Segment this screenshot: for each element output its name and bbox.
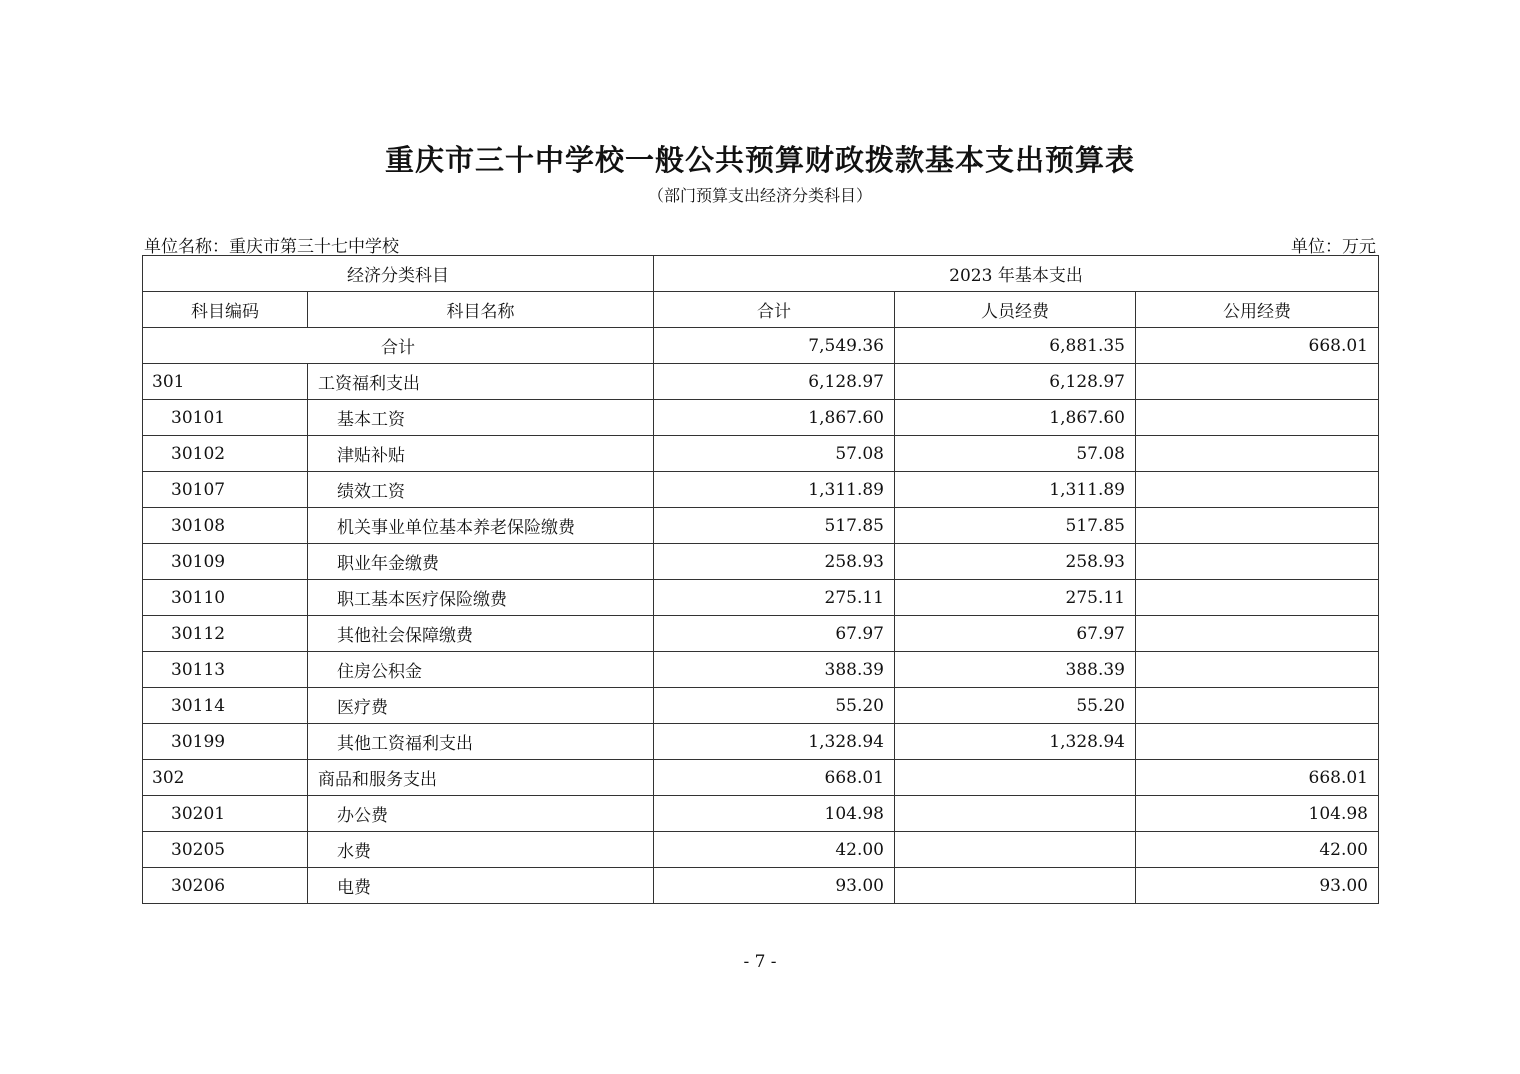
header-subject-name: 科目名称 <box>308 292 654 328</box>
public-value-cell <box>1136 652 1379 688</box>
total-value-cell: 517.85 <box>654 508 895 544</box>
table-row <box>143 832 1379 868</box>
subject-code-cell: 30206 <box>143 868 308 904</box>
budget-table <box>142 255 1379 904</box>
page-title: 重庆市三十中学校一般公共预算财政拨款基本支出预算表 <box>384 143 1135 177</box>
total-value-cell: 1,867.60 <box>654 400 895 436</box>
subject-name-cell: 工资福利支出 <box>308 364 654 400</box>
public-value-cell <box>1136 724 1379 760</box>
subject-code-cell: 30201 <box>143 796 308 832</box>
subject-name-cell: 津贴补贴 <box>308 436 654 472</box>
table-group-header-row <box>143 256 1379 292</box>
table-row <box>143 868 1379 904</box>
subject-code-cell: 30114 <box>143 688 308 724</box>
subject-code-cell: 30109 <box>143 544 308 580</box>
table-row <box>143 688 1379 724</box>
total-value-cell: 275.11 <box>654 580 895 616</box>
total-public-value: 668.01 <box>1136 328 1379 364</box>
subject-name-cell: 其他工资福利支出 <box>308 724 654 760</box>
public-value-cell: 42.00 <box>1136 832 1379 868</box>
table-row <box>143 508 1379 544</box>
public-value-cell <box>1136 364 1379 400</box>
total-value-cell: 258.93 <box>654 544 895 580</box>
page-number: - 7 - <box>743 952 777 972</box>
public-value-cell <box>1136 544 1379 580</box>
header-public-expense: 公用经费 <box>1136 292 1379 328</box>
personnel-value-cell: 1,328.94 <box>895 724 1136 760</box>
personnel-value-cell <box>895 796 1136 832</box>
subject-code-cell: 30205 <box>143 832 308 868</box>
table-row <box>143 436 1379 472</box>
total-value-cell: 57.08 <box>654 436 895 472</box>
total-personnel-value: 6,881.35 <box>895 328 1136 364</box>
total-value-cell: 55.20 <box>654 688 895 724</box>
table-row <box>143 364 1379 400</box>
subject-code-cell: 301 <box>143 364 308 400</box>
table-row <box>143 472 1379 508</box>
personnel-value-cell: 258.93 <box>895 544 1136 580</box>
page-subtitle: （部门预算支出经济分类科目） <box>647 186 872 205</box>
public-value-cell <box>1136 472 1379 508</box>
table-row <box>143 544 1379 580</box>
subject-name-cell: 基本工资 <box>308 400 654 436</box>
total-value-cell: 104.98 <box>654 796 895 832</box>
subject-name-cell: 办公费 <box>308 796 654 832</box>
subject-name-cell: 商品和服务支出 <box>308 760 654 796</box>
subject-name-cell: 职工基本医疗保险缴费 <box>308 580 654 616</box>
total-value-cell: 6,128.97 <box>654 364 895 400</box>
personnel-value-cell: 55.20 <box>895 688 1136 724</box>
total-value-cell: 388.39 <box>654 652 895 688</box>
subject-code-cell: 30113 <box>143 652 308 688</box>
personnel-value-cell <box>895 760 1136 796</box>
subject-name-cell: 机关事业单位基本养老保险缴费 <box>308 508 654 544</box>
subject-name-cell: 电费 <box>308 868 654 904</box>
total-value-cell: 42.00 <box>654 832 895 868</box>
total-total-value: 7,549.36 <box>654 328 895 364</box>
total-value-cell: 93.00 <box>654 868 895 904</box>
personnel-value-cell: 275.11 <box>895 580 1136 616</box>
header-personnel-expense: 人员经费 <box>895 292 1136 328</box>
total-value-cell: 668.01 <box>654 760 895 796</box>
personnel-value-cell: 67.97 <box>895 616 1136 652</box>
table-row <box>143 724 1379 760</box>
table-row <box>143 580 1379 616</box>
personnel-value-cell: 6,128.97 <box>895 364 1136 400</box>
personnel-value-cell: 388.39 <box>895 652 1136 688</box>
total-value-cell: 67.97 <box>654 616 895 652</box>
subject-code-cell: 30199 <box>143 724 308 760</box>
subject-code-cell: 30110 <box>143 580 308 616</box>
total-value-cell: 1,328.94 <box>654 724 895 760</box>
total-value-cell: 1,311.89 <box>654 472 895 508</box>
table-row <box>143 760 1379 796</box>
public-value-cell <box>1136 688 1379 724</box>
header-total: 合计 <box>654 292 895 328</box>
personnel-value-cell <box>895 832 1136 868</box>
header-subject-code: 科目编码 <box>143 292 308 328</box>
public-value-cell <box>1136 580 1379 616</box>
table-row <box>143 796 1379 832</box>
public-value-cell: 104.98 <box>1136 796 1379 832</box>
personnel-value-cell <box>895 868 1136 904</box>
subject-code-cell: 30107 <box>143 472 308 508</box>
header-economic-category: 经济分类科目 <box>143 256 654 292</box>
public-value-cell: 93.00 <box>1136 868 1379 904</box>
subject-name-cell: 水费 <box>308 832 654 868</box>
public-value-cell <box>1136 400 1379 436</box>
public-value-cell <box>1136 436 1379 472</box>
header-basic-expenditure: 2023 年基本支出 <box>654 256 1379 292</box>
subject-name-cell: 住房公积金 <box>308 652 654 688</box>
table-row <box>143 616 1379 652</box>
total-label: 合计 <box>143 328 654 364</box>
total-row <box>143 328 1379 364</box>
subject-name-cell: 职业年金缴费 <box>308 544 654 580</box>
subject-code-cell: 30102 <box>143 436 308 472</box>
personnel-value-cell: 1,311.89 <box>895 472 1136 508</box>
public-value-cell <box>1136 508 1379 544</box>
public-value-cell: 668.01 <box>1136 760 1379 796</box>
subject-code-cell: 30112 <box>143 616 308 652</box>
table-row <box>143 400 1379 436</box>
subject-name-cell: 绩效工资 <box>308 472 654 508</box>
subject-code-cell: 30101 <box>143 400 308 436</box>
public-value-cell <box>1136 616 1379 652</box>
personnel-value-cell: 517.85 <box>895 508 1136 544</box>
subject-code-cell: 30108 <box>143 508 308 544</box>
subject-name-cell: 其他社会保障缴费 <box>308 616 654 652</box>
unit-label: 单位：万元 <box>1291 237 1376 257</box>
table-column-header-row <box>143 292 1379 328</box>
table-row <box>143 652 1379 688</box>
personnel-value-cell: 57.08 <box>895 436 1136 472</box>
subject-name-cell: 医疗费 <box>308 688 654 724</box>
personnel-value-cell: 1,867.60 <box>895 400 1136 436</box>
subject-code-cell: 302 <box>143 760 308 796</box>
unit-name-label: 单位名称：重庆市第三十七中学校 <box>144 237 399 257</box>
